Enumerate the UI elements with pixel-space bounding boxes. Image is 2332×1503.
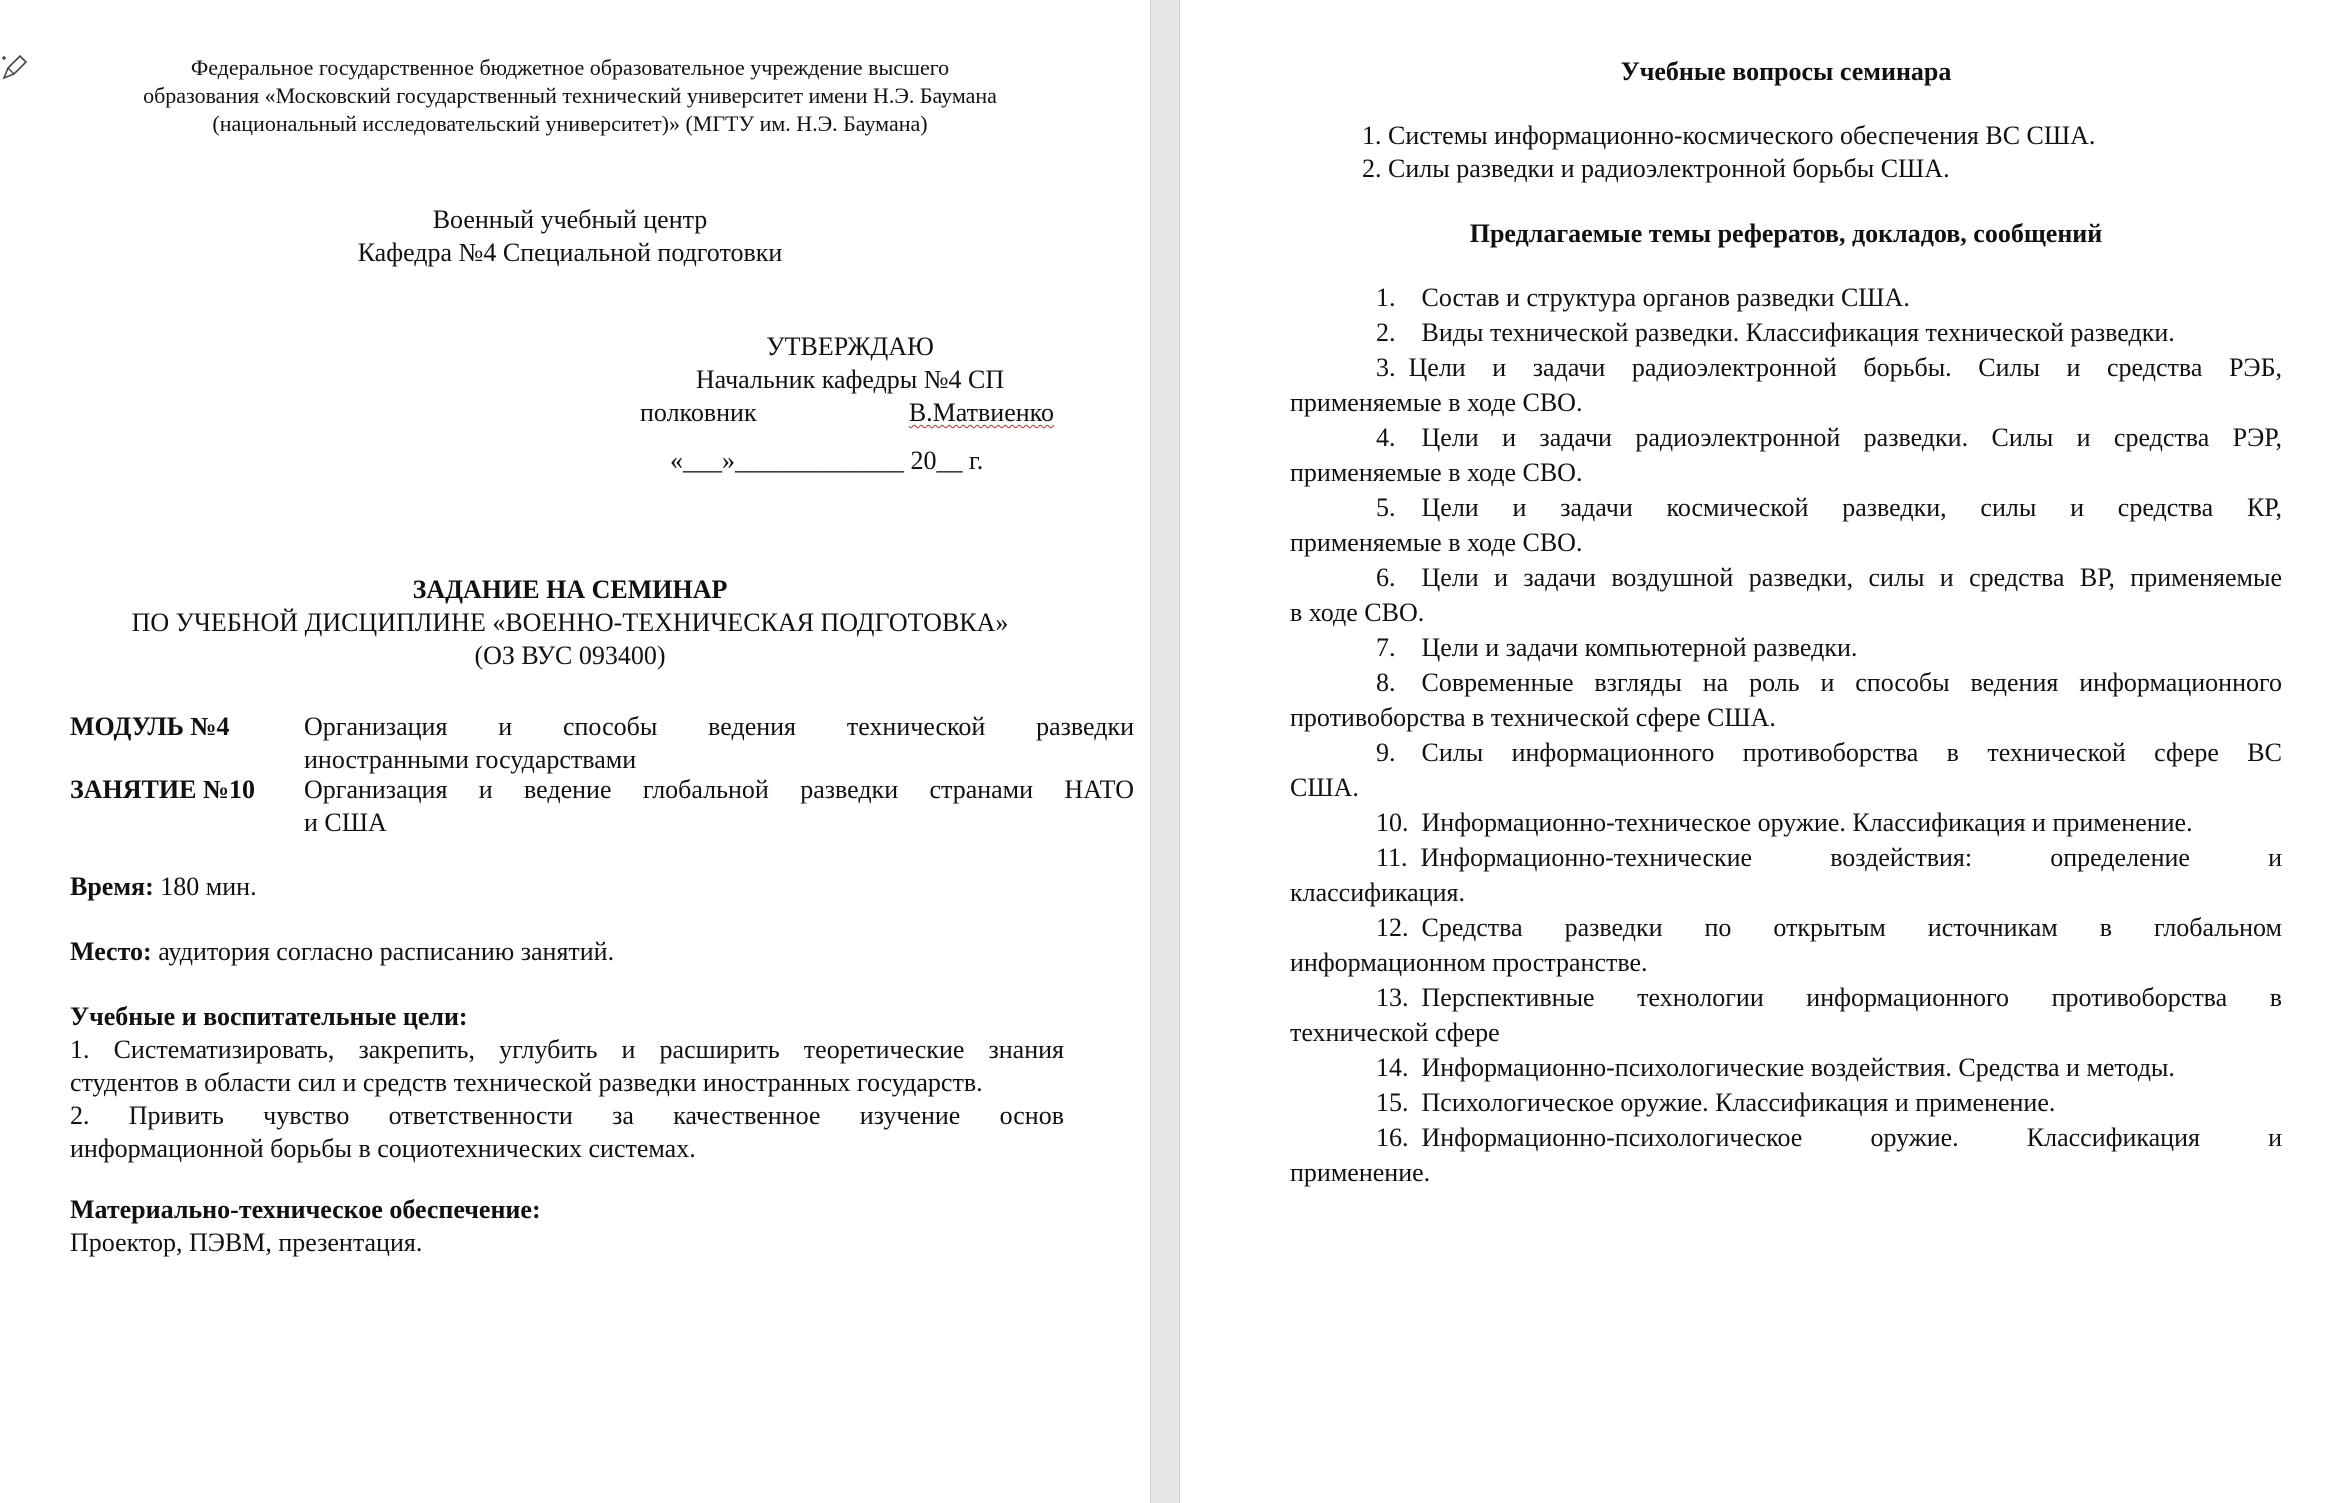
topic-item	[1290, 280, 2282, 315]
topic-first-line: 9. Силы информационного противоборства в технической сфере ВС	[1376, 738, 2282, 767]
topic-continuation: применяемые в ходе СВО.	[1290, 458, 1583, 487]
topic-item	[1290, 910, 2282, 980]
topic-first-line: 12. Средства разведки по открытым источникам в глобальном	[1376, 913, 2282, 942]
topic-item	[1290, 490, 2282, 560]
place-label: Место:	[70, 937, 152, 966]
edit-marker-icon[interactable]	[0, 52, 30, 82]
topic-item	[1290, 350, 2282, 420]
topic-item	[1290, 1050, 2282, 1085]
time-value: 180 мин.	[153, 872, 257, 901]
page-gutter	[1150, 0, 1180, 1503]
topic-continuation: применяемые в ходе СВО.	[1290, 528, 1583, 557]
department-header	[40, 203, 1100, 269]
topic-continuation: классификация.	[1290, 878, 1465, 907]
approve-date-line: «___»_____________ 20__ г.	[670, 446, 984, 475]
assignment-header	[40, 573, 1100, 672]
time-row	[70, 870, 257, 903]
approve-position: Начальник кафедры №4 СП	[695, 365, 1005, 394]
material-title: Материально-техническое обеспечение:	[70, 1195, 541, 1224]
topic-item	[1290, 805, 2282, 840]
goals-line-4: информационной борьбы в социотехнических системах.	[70, 1134, 696, 1163]
topic-first-line: 15. Психологическое оружие. Классификация и применение.	[1376, 1088, 2056, 1117]
module-label: МОДУЛЬ №4	[70, 712, 230, 741]
center-line-1: Военный учебный центр	[432, 205, 708, 234]
approve-name: В.Матвиенко	[908, 398, 1054, 427]
topic-first-line: 13. Перспективные технологии информационного противоборства в	[1376, 983, 2282, 1012]
questions-title: Учебные вопросы семинара	[1620, 57, 1952, 86]
topic-continuation: США.	[1290, 773, 1359, 802]
institution-line-3: (национальный исследовательский университет)» (МГТУ им. Н.Э. Баумана)	[212, 111, 928, 136]
topic-first-line: 6. Цели и задачи воздушной разведки, силы и средства ВР, применяемые	[1376, 563, 2282, 592]
topic-item	[1290, 840, 2282, 910]
topic-first-line: 10. Информационно-техническое оружие. Классификация и применение.	[1376, 808, 2193, 837]
topic-item	[1290, 420, 2282, 490]
goals-title: Учебные и воспитательные цели:	[70, 1002, 468, 1031]
topic-item	[1290, 315, 2282, 350]
institution-line-1: Федеральное государственное бюджетное образовательное учреждение высшего	[190, 55, 950, 80]
lesson-label: ЗАНЯТИЕ №10	[70, 775, 256, 804]
center-line-2: Кафедра №4 Специальной подготовки	[357, 238, 783, 267]
topic-first-line: 16. Информационно-психологическое оружие. Классификация и	[1376, 1123, 2282, 1152]
topic-first-line: 3. Цели и задачи радиоэлектронной борьбы. Силы и средства РЭБ,	[1376, 353, 2282, 382]
goals-line-3: 2. Привить чувство ответственности за качественное изучение основ	[70, 1101, 1064, 1130]
approve-rank: полковник	[640, 398, 757, 427]
lesson-text-line-1: Организация и ведение глобальной разведки странами НАТО	[304, 775, 1134, 804]
topic-continuation: применение.	[1290, 1158, 1431, 1187]
institution-line-2: образования «Московский государственный технический университет имени Н.Э. Баумана	[143, 83, 997, 108]
assignment-title: ЗАДАНИЕ НА СЕМИНАР	[412, 575, 728, 604]
assignment-code: (ОЗ ВУС 093400)	[474, 641, 666, 670]
goals-line-1: 1. Систематизировать, закрепить, углубить и расширить теоретические знания	[70, 1035, 1064, 1064]
approval-block	[640, 330, 1060, 429]
goals-line-2: студентов в области сил и средств технической разведки иностранных государств.	[70, 1068, 983, 1097]
topic-first-line: 1. Состав и структура органов разведки США.	[1376, 283, 1910, 312]
topic-first-line: 11. Информационно-технические воздействия: определение и	[1376, 843, 2282, 872]
approve-title: УТВЕРЖДАЮ	[766, 332, 934, 361]
topic-item	[1290, 665, 2282, 735]
topic-item	[1290, 1120, 2282, 1190]
topic-continuation: информационном пространстве.	[1290, 948, 1648, 977]
question-item: 1. Системы информационно-космического обеспечения ВС США.	[1362, 121, 2096, 150]
lesson-text-line-2: и США	[304, 808, 387, 837]
topic-continuation: технической сфере	[1290, 1018, 1500, 1047]
module-text-line-2: иностранными государствами	[304, 745, 637, 774]
module-text-line-1: Организация и способы ведения технической разведки	[304, 712, 1134, 741]
assignment-subtitle: ПО УЧЕБНОЙ ДИСЦИПЛИНЕ «ВОЕННО-ТЕХНИЧЕСКАЯ ПОДГОТОВКА»	[131, 608, 1009, 637]
topic-first-line: 2. Виды технической разведки. Классификация технической разведки.	[1376, 318, 2175, 347]
material-block	[70, 1193, 541, 1259]
institution-header	[40, 54, 1100, 138]
topic-item	[1290, 980, 2282, 1050]
topic-item	[1290, 560, 2282, 630]
question-item: 2. Силы разведки и радиоэлектронной борьбы США.	[1362, 154, 1950, 183]
topic-item	[1290, 630, 2282, 665]
questions-list	[1362, 119, 2095, 185]
topic-continuation: применяемые в ходе СВО.	[1290, 388, 1583, 417]
place-row	[70, 935, 614, 968]
topic-continuation: противоборства в технической сфере США.	[1290, 703, 1776, 732]
topic-first-line: 7. Цели и задачи компьютерной разведки.	[1376, 633, 1858, 662]
topic-item	[1290, 735, 2282, 805]
topic-first-line: 14. Информационно-психологические воздействия. Средства и методы.	[1376, 1053, 2175, 1082]
place-value: аудитория согласно расписанию занятий.	[151, 937, 615, 966]
topic-first-line: 5. Цели и задачи космической разведки, силы и средства КР,	[1376, 493, 2282, 522]
time-label: Время:	[70, 872, 154, 901]
topic-item	[1290, 1085, 2282, 1120]
topics-title: Предлагаемые темы рефератов, докладов, сообщений	[1469, 219, 2103, 248]
goals-block	[70, 1000, 1064, 1165]
topic-continuation: в ходе СВО.	[1290, 598, 1425, 627]
topic-first-line: 8. Современные взгляды на роль и способы ведения информационного	[1376, 668, 2282, 697]
topic-first-line: 4. Цели и задачи радиоэлектронной разведки. Силы и средства РЭР,	[1376, 423, 2282, 452]
material-value: Проектор, ПЭВМ, презентация.	[70, 1228, 423, 1257]
